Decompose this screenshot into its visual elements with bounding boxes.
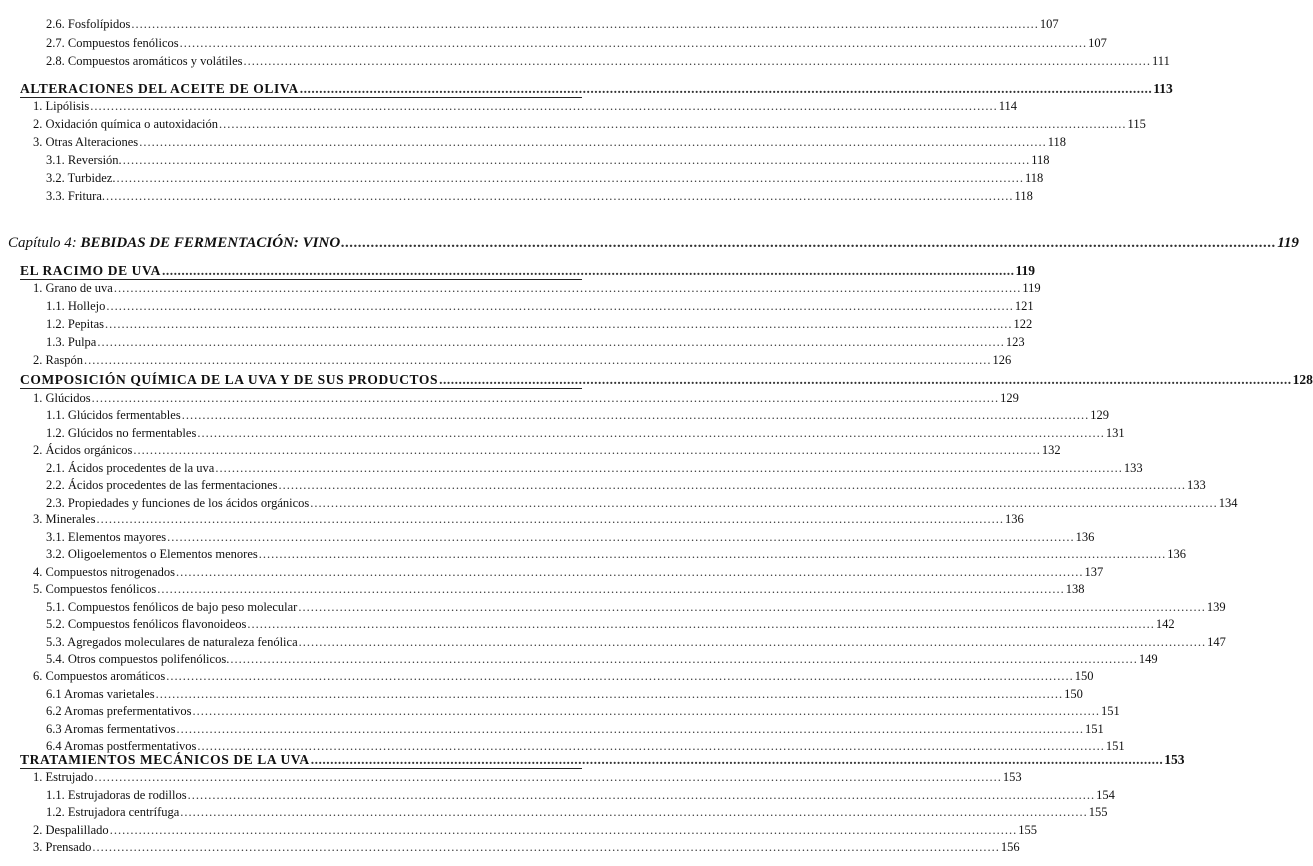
page-number: 114 — [998, 99, 1018, 113]
page-number: 153 — [1002, 770, 1022, 784]
dot-leader: ............................................................................................................................................................................................................................ — [278, 478, 1187, 492]
page-number: 147 — [1207, 635, 1226, 649]
entry-title: 1.2. Estrujadora centrífuga — [46, 805, 180, 819]
page-number: 156 — [1000, 840, 1020, 854]
dot-leader: ............................................................................................................................................................................................................................ — [176, 722, 1084, 736]
entry-title: 3.2. Oligoelementos o Elementos menores — [46, 547, 258, 561]
dot-leader: ............................................................................................................................................................................................................................ — [197, 739, 1105, 753]
toc-entry — [46, 633, 1226, 650]
page-number: 153 — [1164, 752, 1185, 767]
dot-leader: ............................................................................................................................................................................................................................ — [341, 235, 1277, 251]
dot-leader: ............................................................................................................................................................................................................................ — [96, 512, 1004, 526]
page-number: 107 — [1088, 36, 1107, 50]
entry-title: 3.1. Elementos mayores — [46, 530, 167, 544]
dot-leader: ............................................................................................................................................................................................................................ — [310, 496, 1218, 510]
section-heading — [20, 748, 1185, 767]
dot-leader: ............................................................................................................................................................................................................................ — [219, 117, 1127, 131]
entry-title: 6.4 Aromas postfermentativos — [46, 739, 197, 753]
page-number: 115 — [1127, 117, 1146, 131]
entry-title: 2.6. Fosfolípidos — [46, 17, 131, 31]
toc-entry — [46, 476, 1206, 493]
dot-leader: ............................................................................................................................................................................................................................ — [104, 317, 1013, 331]
entry-title: 5.3. Agregados moleculares de naturaleza fenólica — [46, 635, 298, 649]
page-number: 111 — [1152, 54, 1170, 68]
entry-title: 4. Compuestos nitrogenados — [33, 565, 176, 579]
entry-title: 1.2. Pepitas — [46, 317, 104, 331]
toc-entry — [33, 133, 1066, 150]
page-number: 107 — [1039, 17, 1059, 31]
toc-entry — [33, 768, 1022, 785]
entry-title: 5.1. Compuestos fenólicos de bajo peso molecular — [46, 600, 298, 614]
toc-entry — [46, 545, 1187, 562]
dot-leader: ............................................................................................................................................................................................................................ — [230, 652, 1138, 666]
entry-title: 6.3 Aromas fermentativos — [46, 722, 176, 736]
entry-title: 3.1. Reversión. — [46, 153, 122, 167]
dot-leader: ............................................................................................................................................................................................................................ — [106, 299, 1014, 313]
page-number: 133 — [1123, 461, 1143, 475]
page-number: 128 — [1292, 372, 1313, 387]
entry-title: 1. Estrujado — [33, 770, 94, 784]
entry-title: 2. Oxidación química o autoxidación — [33, 117, 219, 131]
dot-leader: ............................................................................................................................................................................................................................ — [310, 752, 1164, 767]
page-number: 150 — [1064, 687, 1083, 701]
page-number: 123 — [1005, 335, 1025, 349]
page-number: 154 — [1096, 788, 1115, 802]
toc-entry — [46, 803, 1108, 820]
entry-title: 6.1 Aromas varietales — [46, 687, 155, 701]
dot-leader: ............................................................................................................................................................................................................................ — [162, 263, 1015, 278]
dot-leader: ............................................................................................................................................................................................................................ — [192, 704, 1100, 718]
dot-leader: ............................................................................................................................................................................................................................ — [298, 600, 1206, 614]
page-number: 133 — [1187, 478, 1206, 492]
dot-leader: ............................................................................................................................................................................................................................ — [133, 443, 1041, 457]
toc-entry — [46, 650, 1158, 667]
entry-title: 2. Raspón — [33, 353, 83, 367]
page-number: 119 — [1022, 281, 1041, 295]
toc-entry — [46, 297, 1034, 314]
toc-entry — [46, 494, 1238, 511]
entry-title: 2.7. Compuestos fenólicos — [46, 36, 179, 50]
toc-entry — [46, 528, 1095, 545]
toc-entry — [33, 667, 1094, 684]
page-number: 151 — [1085, 722, 1104, 736]
dot-leader: ............................................................................................................................................................................................................................ — [180, 805, 1088, 819]
toc-entry — [33, 821, 1037, 838]
dot-leader: ............................................................................................................................................................................................................................ — [215, 461, 1123, 475]
entry-title: 2.8. Compuestos aromáticos y volátiles — [46, 54, 243, 68]
toc-entry — [46, 315, 1033, 332]
section-heading — [20, 77, 1173, 96]
toc-entry — [33, 389, 1019, 406]
section-heading — [20, 259, 1036, 278]
entry-title: 2.2. Ácidos procedentes de las fermentaciones — [46, 478, 278, 492]
entry-title: 3. Otras Alteraciones — [33, 135, 139, 149]
toc-entry — [46, 406, 1109, 423]
toc-entry — [33, 838, 1020, 855]
dot-leader: ............................................................................................................................................................................................................................ — [90, 99, 998, 113]
page-number: 113 — [1153, 81, 1173, 96]
page-number: 149 — [1138, 652, 1158, 666]
section-heading — [20, 368, 1313, 387]
entry-title: 1.3. Pulpa — [46, 335, 97, 349]
dot-leader: ............................................................................................................................................................................................................................ — [247, 617, 1155, 631]
page-number: 121 — [1014, 299, 1034, 313]
toc-entry — [46, 720, 1104, 737]
toc-entry — [46, 333, 1025, 350]
entry-title: 1.2. Glúcidos no fermentables — [46, 426, 197, 440]
dot-leader: ............................................................................................................................................................................................................................ — [116, 171, 1024, 185]
dot-leader: ............................................................................................................................................................................................................................ — [157, 582, 1065, 596]
dot-leader: ............................................................................................................................................................................................................................ — [243, 54, 1152, 68]
page-number: 136 — [1004, 512, 1024, 526]
entry-title: 6. Compuestos aromáticos — [33, 669, 166, 683]
page-number: 132 — [1041, 443, 1061, 457]
page-number: 119 — [1015, 263, 1036, 278]
entry-title: 1. Glúcidos — [33, 391, 91, 405]
page-number: 131 — [1105, 426, 1125, 440]
page-number: 118 — [1047, 135, 1066, 149]
dot-leader: ............................................................................................................................................................................................................................ — [179, 36, 1088, 50]
entry-title: 2.3. Propiedades y funciones de los ácidos orgánicos — [46, 496, 310, 510]
entry-title: 1.1. Hollejo — [46, 299, 106, 313]
toc-entry — [46, 34, 1107, 51]
entry-title: TRATAMIENTOS MECÁNICOS DE LA UVA — [20, 752, 310, 767]
dot-leader: ............................................................................................................................................................................................................................ — [97, 335, 1005, 349]
entry-title: 1.1. Estrujadoras de rodillos — [46, 788, 187, 802]
toc-entry — [33, 279, 1041, 296]
entry-title: ALTERACIONES DEL ACEITE DE OLIVA — [20, 81, 299, 96]
toc-entry — [46, 52, 1170, 69]
toc-entry — [46, 598, 1226, 615]
entry-title: 1. Grano de uva — [33, 281, 113, 295]
toc-entry — [46, 151, 1050, 168]
dot-leader: ............................................................................................................................................................................................................................ — [187, 788, 1096, 802]
toc-entry — [46, 786, 1115, 803]
toc-entry — [46, 187, 1033, 204]
page-number: 126 — [992, 353, 1012, 367]
toc-entry — [33, 580, 1085, 597]
toc-entry — [33, 563, 1104, 580]
entry-title: 2.1. Ácidos procedentes de la uva — [46, 461, 215, 475]
entry-title: 2. Despalillado — [33, 823, 109, 837]
entry-title: 6.2 Aromas prefermentativos — [46, 704, 192, 718]
entry-title — [8, 236, 340, 251]
entry-title: 5.2. Compuestos fenólicos flavonoideos — [46, 617, 247, 631]
page-number: 155 — [1088, 805, 1108, 819]
toc-entry — [46, 702, 1120, 719]
entry-title: 2. Ácidos orgánicos — [33, 443, 133, 457]
toc-entry — [46, 169, 1044, 186]
page-number: 150 — [1074, 669, 1094, 683]
toc-entry — [33, 97, 1018, 114]
entry-title: 3.2. Turbidez. — [46, 171, 116, 185]
dot-leader: ............................................................................................................................................................................................................................ — [113, 281, 1022, 295]
toc-entry — [46, 459, 1143, 476]
chapter-label: Capítulo 4: — [8, 235, 81, 251]
dot-leader: ............................................................................................................................................................................................................................ — [167, 530, 1075, 544]
entry-title: 3. Prensado — [33, 840, 92, 854]
dot-leader: ............................................................................................................................................................................................................................ — [139, 135, 1047, 149]
toc-entry — [46, 15, 1059, 32]
dot-leader: ............................................................................................................................................................................................................................ — [92, 840, 1000, 854]
toc-entry — [33, 351, 1012, 368]
chapter-title: BEBIDAS DE FERMENTACIÓN: VINO — [80, 235, 341, 251]
dot-leader: ............................................................................................................................................................................................................................ — [131, 17, 1039, 31]
page-number: 139 — [1206, 600, 1226, 614]
dot-leader: ............................................................................................................................................................................................................................ — [94, 770, 1002, 784]
page-number: 129 — [1090, 408, 1109, 422]
entry-title: 1.1. Glúcidos fermentables — [46, 408, 181, 422]
dot-leader: ............................................................................................................................................................................................................................ — [299, 81, 1153, 96]
toc-entry — [46, 424, 1125, 441]
toc-entry — [33, 115, 1146, 132]
page-number: 155 — [1018, 823, 1037, 837]
toc-entry — [33, 510, 1024, 527]
page-number: 151 — [1100, 704, 1120, 718]
page-number: 134 — [1218, 496, 1238, 510]
dot-leader: ............................................................................................................................................................................................................................ — [106, 189, 1014, 203]
dot-leader: ............................................................................................................................................................................................................................ — [258, 547, 1167, 561]
entry-title: 1. Lipólisis — [33, 99, 90, 113]
dot-leader: ............................................................................................................................................................................................................................ — [91, 391, 1000, 405]
page-number: 136 — [1167, 547, 1187, 561]
dot-leader: ............................................................................................................................................................................................................................ — [439, 372, 1292, 387]
entry-title: EL RACIMO DE UVA — [20, 263, 161, 278]
page-number: 122 — [1013, 317, 1033, 331]
page-number: 119 — [1277, 235, 1299, 251]
entry-title: 3.3. Fritura. — [46, 189, 106, 203]
page-number: 142 — [1155, 617, 1175, 631]
toc-entry — [46, 685, 1083, 702]
toc-entry — [46, 615, 1175, 632]
dot-leader: ............................................................................................................................................................................................................................ — [197, 426, 1105, 440]
page-number: 137 — [1084, 565, 1104, 579]
page-number: 136 — [1075, 530, 1095, 544]
dot-leader: ............................................................................................................................................................................................................................ — [155, 687, 1064, 701]
page-number: 138 — [1065, 582, 1085, 596]
dot-leader: ............................................................................................................................................................................................................................ — [109, 823, 1018, 837]
dot-leader: ............................................................................................................................................................................................................................ — [84, 353, 992, 367]
dot-leader: ............................................................................................................................................................................................................................ — [298, 635, 1207, 649]
dot-leader: ............................................................................................................................................................................................................................ — [166, 669, 1074, 683]
dot-leader: ............................................................................................................................................................................................................................ — [181, 408, 1090, 422]
toc-entry — [33, 441, 1061, 458]
page-number: 118 — [1014, 189, 1033, 203]
page-number: 118 — [1024, 171, 1044, 185]
page-number: 129 — [1000, 391, 1019, 405]
entry-title: COMPOSICIÓN QUÍMICA DE LA UVA Y DE SUS PRODUCTOS — [20, 372, 439, 387]
page-number: 151 — [1105, 739, 1125, 753]
chapter-heading — [8, 231, 1299, 251]
entry-title: 3. Minerales — [33, 512, 96, 526]
dot-leader: ............................................................................................................................................................................................................................ — [176, 565, 1084, 579]
entry-title: 5.4. Otros compuestos polifenólicos. — [46, 652, 230, 666]
page-number: 118 — [1031, 153, 1050, 167]
dot-leader: ............................................................................................................................................................................................................................ — [122, 153, 1031, 167]
entry-title: 5. Compuestos fenólicos — [33, 582, 157, 596]
